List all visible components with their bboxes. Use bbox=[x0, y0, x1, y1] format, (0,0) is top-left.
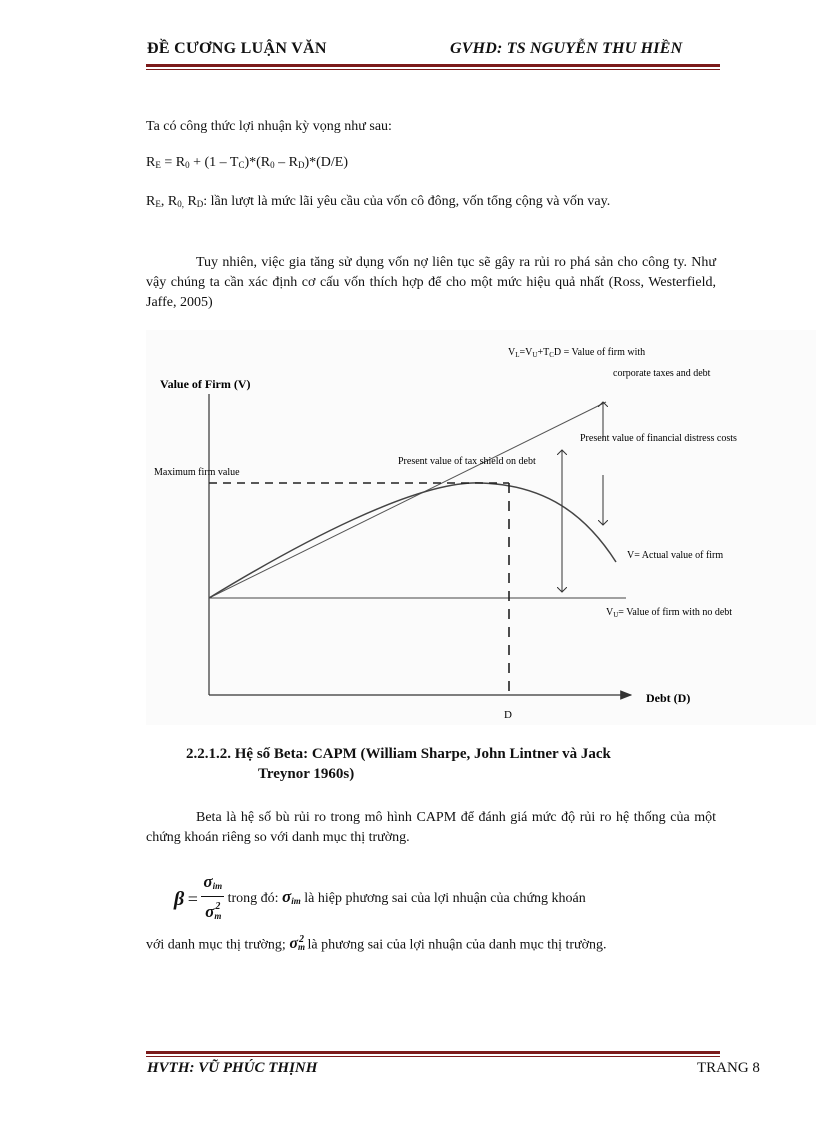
section-heading bbox=[186, 744, 716, 784]
header-rule bbox=[146, 64, 720, 67]
header-title: ĐỀ CƯƠNG LUẬN VĂN bbox=[147, 40, 327, 57]
header-advisor: GVHD: TS NGUYỄN THU HIỀN bbox=[450, 40, 683, 57]
chart-svg bbox=[146, 330, 816, 725]
header-rule-thin bbox=[146, 69, 720, 70]
formula-text-3: với danh mục thị trường; bbox=[146, 937, 290, 953]
actual-value-curve bbox=[209, 483, 616, 598]
x-marker-label: D bbox=[504, 709, 512, 721]
beta-fraction: $\frac{\sigma_{im}}{\sigma_m^2}$ bbox=[203, 872, 223, 921]
y-axis-label: Value of Firm (V) bbox=[160, 377, 251, 391]
beta-paragraph: Beta là hệ số bù rủi ro trong mô hình CAPM để đánh giá mức độ rủi ro hệ thống của một chứng khoán riêng so với danh mục thị trường. bbox=[146, 810, 716, 845]
x-axis-label: Debt (D) bbox=[646, 691, 691, 705]
page-number: TRANG 8 bbox=[697, 1060, 760, 1076]
section-heading-line2: Treynor 1960s) bbox=[258, 766, 355, 782]
vu-label: $V_U=$ Value of firm with no debt bbox=[606, 607, 733, 619]
vl-label: $V_L=V_U+T_CD$ = Value of firm with bbox=[508, 347, 646, 359]
formula-text-4: là phương sai của lợi nhuận của danh mục thị trường. bbox=[307, 937, 607, 953]
paragraph-risk: Tuy nhiên, việc gia tăng sử dụng vốn nợ liên tục sẽ gây ra rủi ro phá sản cho công ty. Như vậy chúng ta cần xác định cơ cấu vốn thích hợp để cho một mức hiệu quả nhất (Ross, Westerfield, Jaffe, 2005) bbox=[146, 255, 716, 310]
vl-label-line2: corporate taxes and debt bbox=[613, 368, 711, 379]
variable-definition: $R_E$, $R_{0,}$ $R_D$: lần lượt là mức lãi yêu cầu của vốn cô đông, vốn tổng cộng và vốn vay. bbox=[146, 194, 611, 209]
formula-text-2: là hiệp phương sai của lợi nhuận của chứng khoán bbox=[304, 891, 586, 906]
actual-value-label: V= Actual value of firm bbox=[627, 550, 724, 561]
tax-shield-label: Present value of tax shield on debt bbox=[398, 456, 536, 467]
section-heading-line1: 2.2.1.2. Hệ số Beta: CAPM (William Sharpe, John Lintner và Jack bbox=[186, 746, 611, 762]
return-formula: $R_E = R_0 + (1 - T_C)*(R_0 - R_D)*(D/E)$ bbox=[146, 155, 349, 170]
distress-label: Present value of financial distress costs bbox=[580, 433, 737, 444]
max-value-label: Maximum firm value bbox=[154, 467, 240, 478]
beta-formula: β = $\frac{\sigma_{im}}{\sigma_m^2}$ trong đó: $\sigma_{im}$ là hiệp phương sai của lợi nhuận của chứng khoán bbox=[146, 872, 716, 932]
capital-structure-chart bbox=[146, 330, 816, 725]
equals-sign: = bbox=[187, 889, 198, 909]
beta-symbol: β bbox=[174, 888, 185, 910]
variable-definition-text: : lần lượt là mức lãi yêu cầu của vốn cô đông, vốn tổng cộng và vốn vay. bbox=[203, 194, 611, 209]
formula-text-1: trong đó: bbox=[227, 891, 283, 906]
footer-rule bbox=[146, 1051, 720, 1054]
intro-text: Ta có công thức lợi nhuận kỳ vọng như sau: bbox=[146, 119, 392, 134]
vl-line bbox=[209, 402, 606, 598]
footer-author: HVTH: VŨ PHÚC THỊNH bbox=[147, 1060, 318, 1076]
beta-explanation: với danh mục thị trường; $\sigma_m^2$ là phương sai của lợi nhuận của danh mục thị trường. bbox=[146, 934, 607, 953]
footer-rule-thin bbox=[146, 1056, 720, 1057]
